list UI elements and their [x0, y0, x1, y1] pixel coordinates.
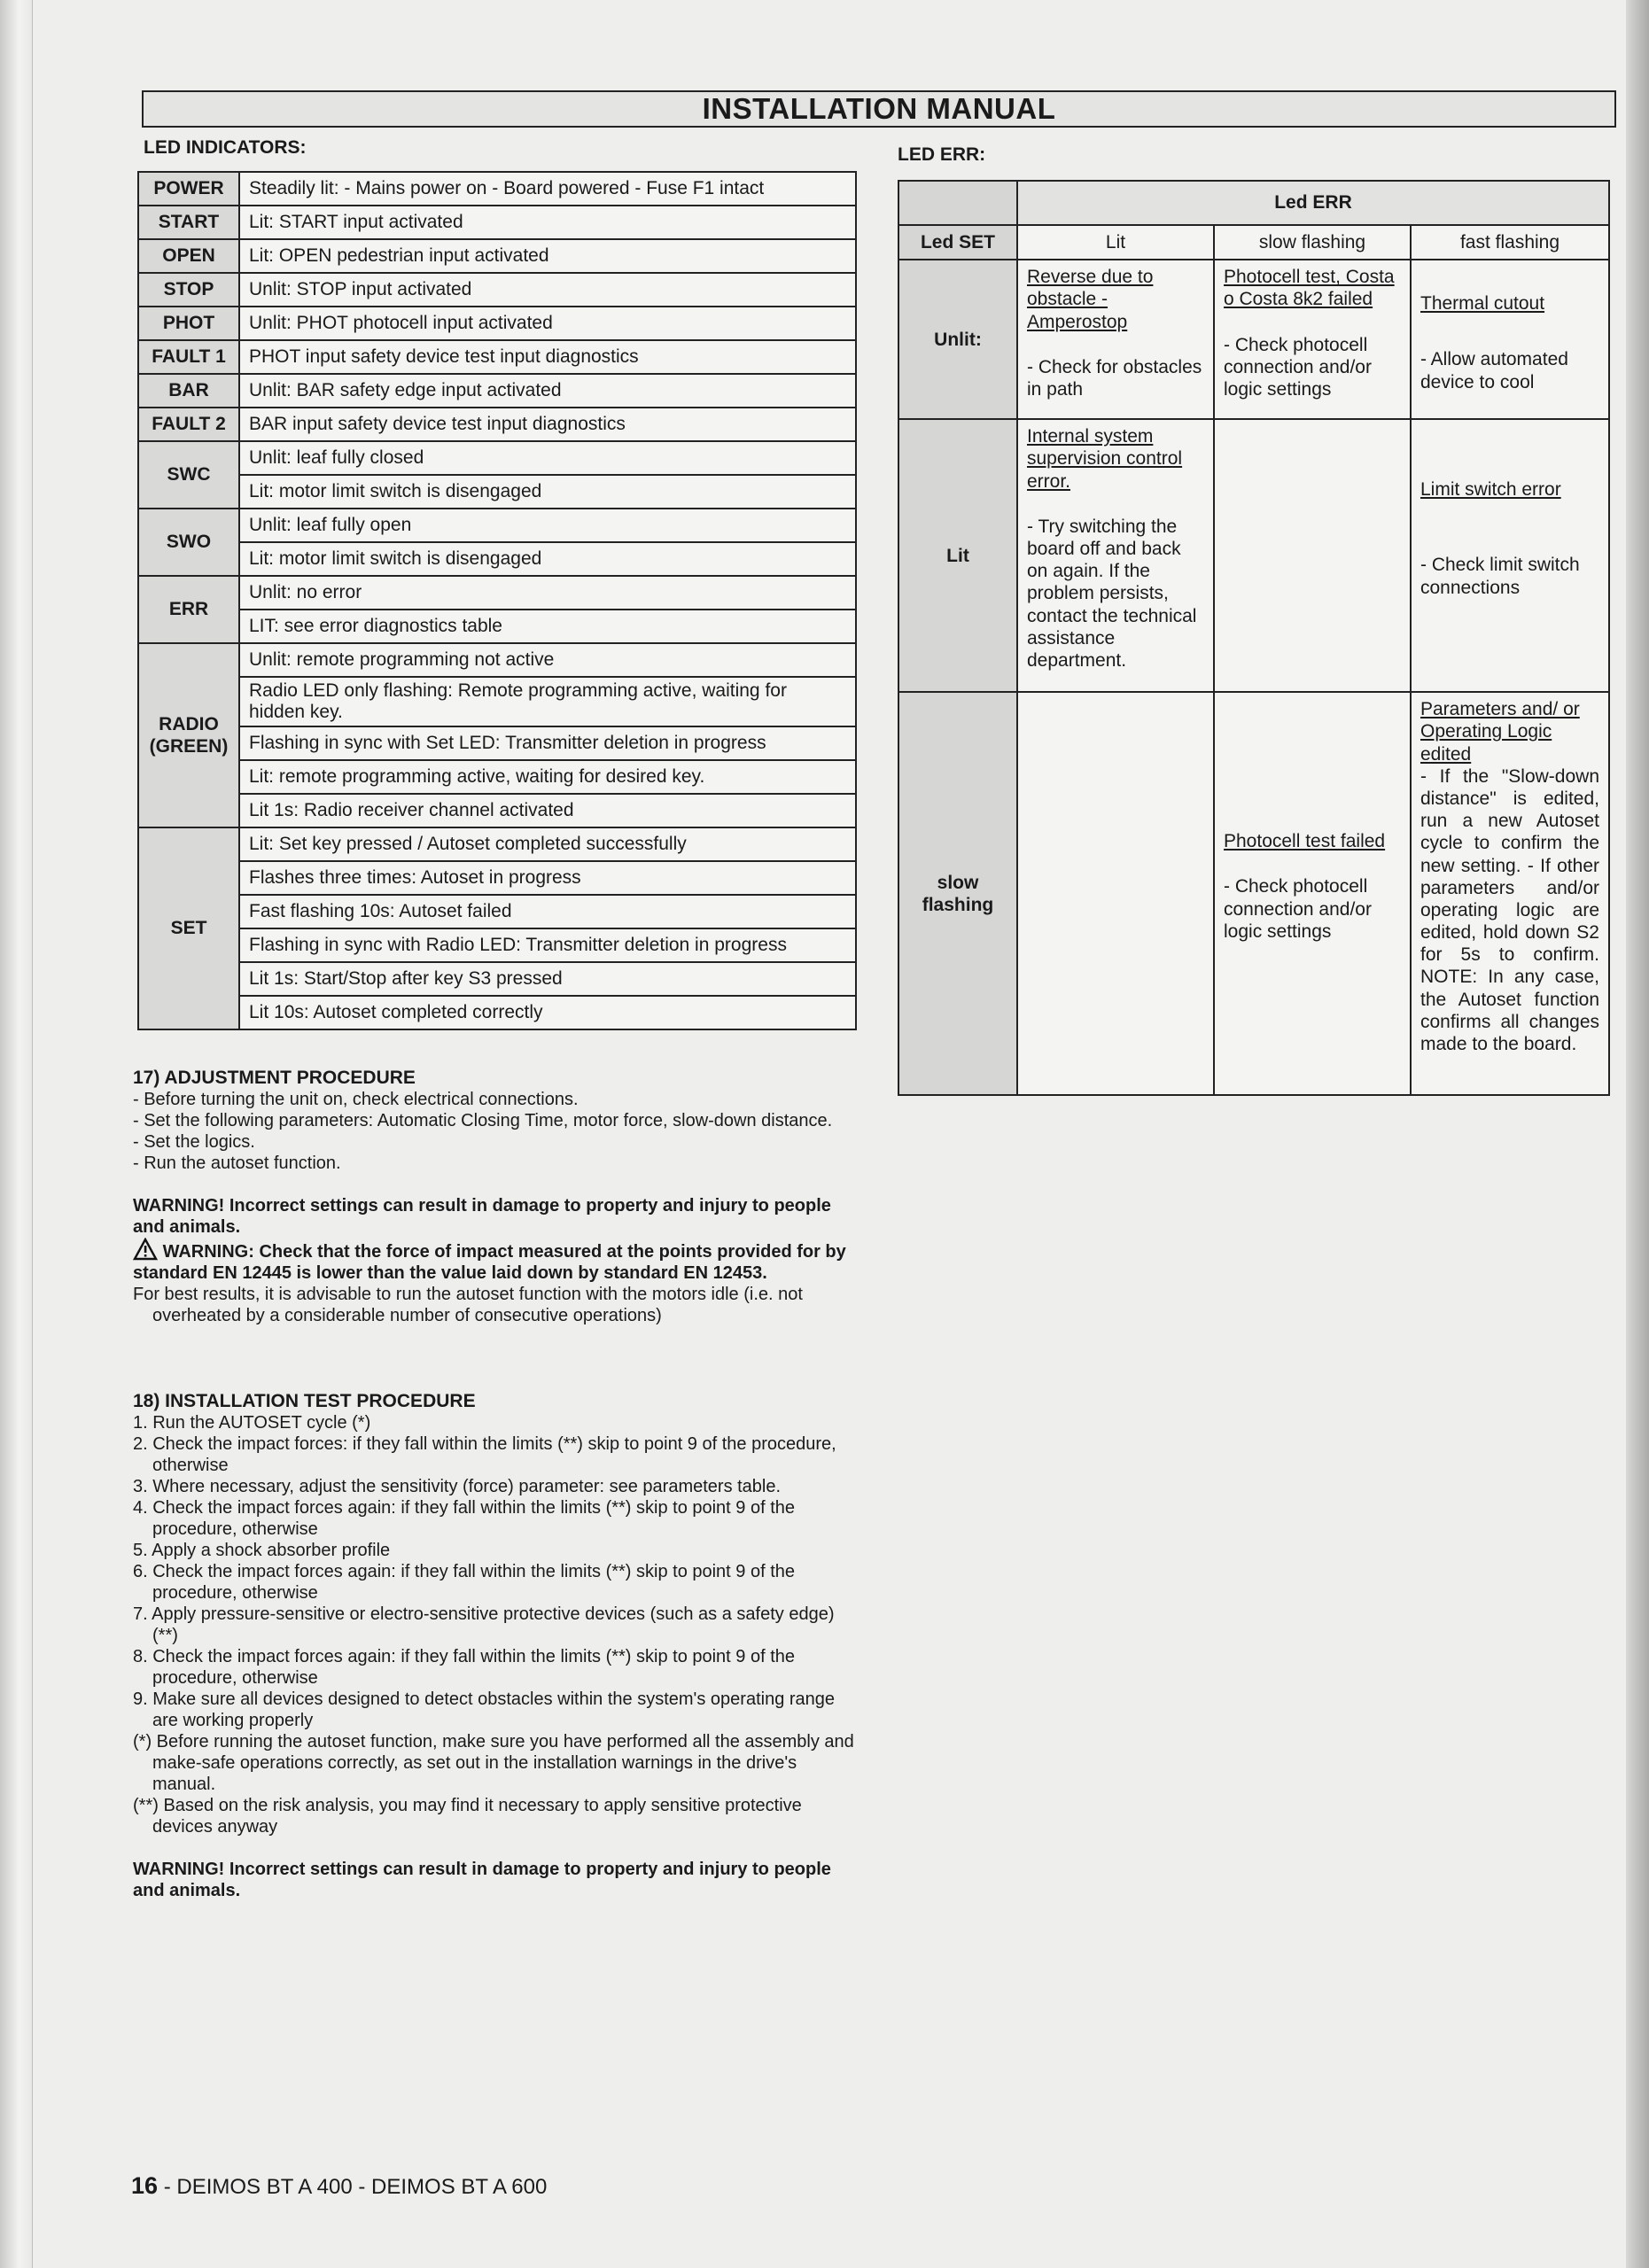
table-row — [138, 172, 856, 206]
list-item: (**) Based on the risk analysis, you may find it necessary to apply sensitive protective devices anyway — [133, 1796, 802, 1837]
led-description: BAR input safety device test input diagnostics — [239, 408, 856, 441]
warning-text: WARNING: Check that the force of impact measured at the points provided for by standard EN 12445 is lower than the value laid down by standard EN 12453. — [133, 1238, 855, 1284]
table-row — [138, 408, 856, 441]
page-footer — [131, 2172, 547, 2200]
list-item: 3. Where necessary, adjust the sensitivity (force) parameter: see parameters table. — [133, 1477, 782, 1496]
err-title: Photocell test, Costa o Costa 8k2 failed — [1224, 267, 1395, 310]
col-header: fast flashing — [1411, 225, 1609, 260]
led-description: Lit 1s: Start/Stop after key S3 pressed — [239, 962, 856, 996]
led-description: Lit 10s: Autoset completed correctly — [239, 996, 856, 1029]
err-cell — [1017, 260, 1214, 419]
err-title: Reverse due to obstacle - Amperostop — [1027, 267, 1154, 332]
list-item: - Set the following parameters: Automatic Closing Time, motor force, slow-down distance. — [133, 1111, 833, 1130]
err-desc: - Try switching the board off and back on again. If the problem persists, contact the technical assistance department. — [1027, 516, 1197, 671]
err-cell — [1214, 692, 1411, 1095]
led-description: Lit: motor limit switch is disengaged — [239, 475, 856, 509]
err-cell-empty — [1214, 419, 1411, 692]
list-item: - Run the autoset function. — [133, 1153, 341, 1173]
table-row — [138, 726, 856, 760]
led-name: SET — [138, 827, 239, 1029]
led-name: OPEN — [138, 239, 239, 273]
list-item: 6. Check the impact forces again: if they fall within the limits (**) skip to point 9 of the procedure, otherwise — [133, 1562, 796, 1603]
led-description: Lit: motor limit switch is disengaged — [239, 542, 856, 576]
led-name: BAR — [138, 374, 239, 408]
led-description: PHOT input safety device test input diagnostics — [239, 340, 856, 374]
table-row — [138, 206, 856, 239]
corner-cell — [898, 181, 1017, 225]
led-err-top-header: Led ERR — [1017, 181, 1609, 225]
table-row — [138, 340, 856, 374]
led-description: Fast flashing 10s: Autoset failed — [239, 895, 856, 928]
table-row — [138, 610, 856, 643]
led-indicators-heading: LED INDICATORS: — [144, 137, 307, 158]
list-item: 7. Apply pressure-sensitive or electro-sensitive protective devices (such as a safety edge) (**) — [133, 1604, 835, 1645]
warning-text: WARNING! Incorrect settings can result in damage to property and injury to people and animals. — [133, 1196, 831, 1237]
adjustment-section — [133, 1068, 855, 1326]
table-row — [138, 895, 856, 928]
led-name: FAULT 2 — [138, 408, 239, 441]
led-description: Lit: remote programming active, waiting for desired key. — [239, 760, 856, 794]
table-row — [138, 677, 856, 726]
err-desc: - Check photocell connection and/or logic settings — [1224, 334, 1372, 400]
table-row — [138, 475, 856, 509]
led-name: STOP — [138, 273, 239, 307]
led-description: Lit: Set key pressed / Autoset completed successfully — [239, 827, 856, 861]
led-description: LIT: see error diagnostics table — [239, 610, 856, 643]
led-description: Steadily lit: - Mains power on - Board powered - Fuse F1 intact — [239, 172, 856, 206]
err-title: Internal system supervision control error. — [1027, 426, 1183, 492]
page-number: 16 — [131, 2172, 159, 2199]
page-title: INSTALLATION MANUAL — [142, 90, 1616, 128]
led-name: SWC — [138, 441, 239, 509]
table-row — [138, 827, 856, 861]
err-desc: - Check limit switch connections — [1420, 555, 1580, 598]
led-description: Lit 1s: Radio receiver channel activated — [239, 794, 856, 827]
row-label: slow flashing — [898, 692, 1017, 1095]
err-cell — [1411, 419, 1609, 692]
warning-triangle-icon — [133, 1238, 158, 1261]
list-item: (*) Before running the autoset function, make sure you have performed all the assembly and make-safe operations correctly, as set out in the installation warnings in the drive's manual. — [133, 1732, 854, 1794]
adjustment-heading: 17) ADJUSTMENT PROCEDURE — [133, 1068, 416, 1088]
table-row — [138, 760, 856, 794]
led-description: Unlit: leaf fully open — [239, 509, 856, 542]
table-row — [138, 794, 856, 827]
warning-text: WARNING! Incorrect settings can result in damage to property and injury to people and animals. — [133, 1860, 831, 1900]
test-section — [133, 1391, 855, 1901]
list-item: - Set the logics. — [133, 1132, 255, 1152]
err-cell — [1017, 419, 1214, 692]
err-desc: - Check photocell connection and/or logic settings — [1224, 876, 1372, 942]
col-header: Lit — [1017, 225, 1214, 260]
led-description: Flashing in sync with Set LED: Transmitter deletion in progress — [239, 726, 856, 760]
row-label: Lit — [898, 419, 1017, 692]
led-description: Unlit: no error — [239, 576, 856, 610]
page-edge — [0, 0, 33, 2268]
led-indicators-table — [137, 171, 857, 1030]
led-description: Flashes three times: Autoset in progress — [239, 861, 856, 895]
list-item: 2. Check the impact forces: if they fall within the limits (**) skip to point 9 of the procedure, otherwise — [133, 1434, 836, 1475]
note-text: For best results, it is advisable to run the autoset function with the motors idle (i.e. not overheated by a considerable number of consecutive operations) — [133, 1285, 803, 1325]
led-description: Unlit: remote programming not active — [239, 643, 856, 677]
row-label: Unlit: — [898, 260, 1017, 419]
led-description: Flashing in sync with Radio LED: Transmitter deletion in progress — [239, 928, 856, 962]
led-name: ERR — [138, 576, 239, 643]
led-name: START — [138, 206, 239, 239]
col-header: slow flashing — [1214, 225, 1411, 260]
err-title: Thermal cutout — [1420, 293, 1545, 315]
led-name: SWO — [138, 509, 239, 576]
table-row — [138, 509, 856, 542]
err-title: Limit switch error — [1420, 479, 1561, 501]
err-cell — [1411, 692, 1609, 1095]
led-description: Radio LED only flashing: Remote programming active, waiting for hidden key. — [239, 677, 856, 726]
table-row — [138, 962, 856, 996]
table-row — [138, 928, 856, 962]
led-name: RADIO (GREEN) — [138, 643, 239, 827]
table-row — [138, 441, 856, 475]
table-row — [138, 273, 856, 307]
led-description: Lit: OPEN pedestrian input activated — [239, 239, 856, 273]
led-err-heading: LED ERR: — [898, 144, 986, 165]
list-item: 9. Make sure all devices designed to detect obstacles within the system's operating range are working properly — [133, 1689, 836, 1730]
list-item: 1. Run the AUTOSET cycle (*) — [133, 1413, 371, 1433]
list-item: 8. Check the impact forces again: if they fall within the limits (**) skip to point 9 of the procedure, otherwise — [133, 1647, 796, 1688]
table-row — [138, 861, 856, 895]
page-shadow — [1626, 0, 1649, 2268]
led-description: Lit: START input activated — [239, 206, 856, 239]
col-header: Led SET — [898, 225, 1017, 260]
led-err-table — [898, 180, 1610, 1096]
err-cell-empty — [1017, 692, 1214, 1095]
led-name: FAULT 1 — [138, 340, 239, 374]
table-row — [138, 576, 856, 610]
table-row — [138, 239, 856, 273]
table-row — [138, 374, 856, 408]
list-item: 5. Apply a shock absorber profile — [133, 1541, 391, 1560]
led-description: Unlit: BAR safety edge input activated — [239, 374, 856, 408]
list-item: 4. Check the impact forces again: if they fall within the limits (**) skip to point 9 of the procedure, otherwise — [133, 1498, 796, 1539]
footer-text: - DEIMOS BT A 400 - DEIMOS BT A 600 — [163, 2175, 548, 2199]
table-row — [138, 307, 856, 340]
list-item: - Before turning the unit on, check electrical connections. — [133, 1090, 579, 1109]
test-heading: 18) INSTALLATION TEST PROCEDURE — [133, 1391, 476, 1411]
led-description: Unlit: leaf fully closed — [239, 441, 856, 475]
table-row — [138, 996, 856, 1029]
err-desc: - Allow automated device to cool — [1420, 349, 1568, 392]
err-cell — [1214, 260, 1411, 419]
led-name: POWER — [138, 172, 239, 206]
err-cell — [1411, 260, 1609, 419]
err-desc: - If the "Slow-down distance" is edited, run a new Autoset cycle to confirm the new setting. - If other parameters and/or operating logic are edited, hold down S2 for 5s to confirm. NOTE: In any case, the Autoset function confirms all changes made to the board. — [1420, 765, 1599, 1054]
led-name: PHOT — [138, 307, 239, 340]
led-description: Unlit: PHOT photocell input activated — [239, 307, 856, 340]
err-title: Photocell test failed — [1224, 831, 1386, 852]
led-description: Unlit: STOP input activated — [239, 273, 856, 307]
err-title: Parameters and/ or Operating Logic edited — [1420, 699, 1580, 765]
err-desc: - Check for obstacles in path — [1027, 356, 1202, 400]
table-row — [138, 643, 856, 677]
table-row — [138, 542, 856, 576]
